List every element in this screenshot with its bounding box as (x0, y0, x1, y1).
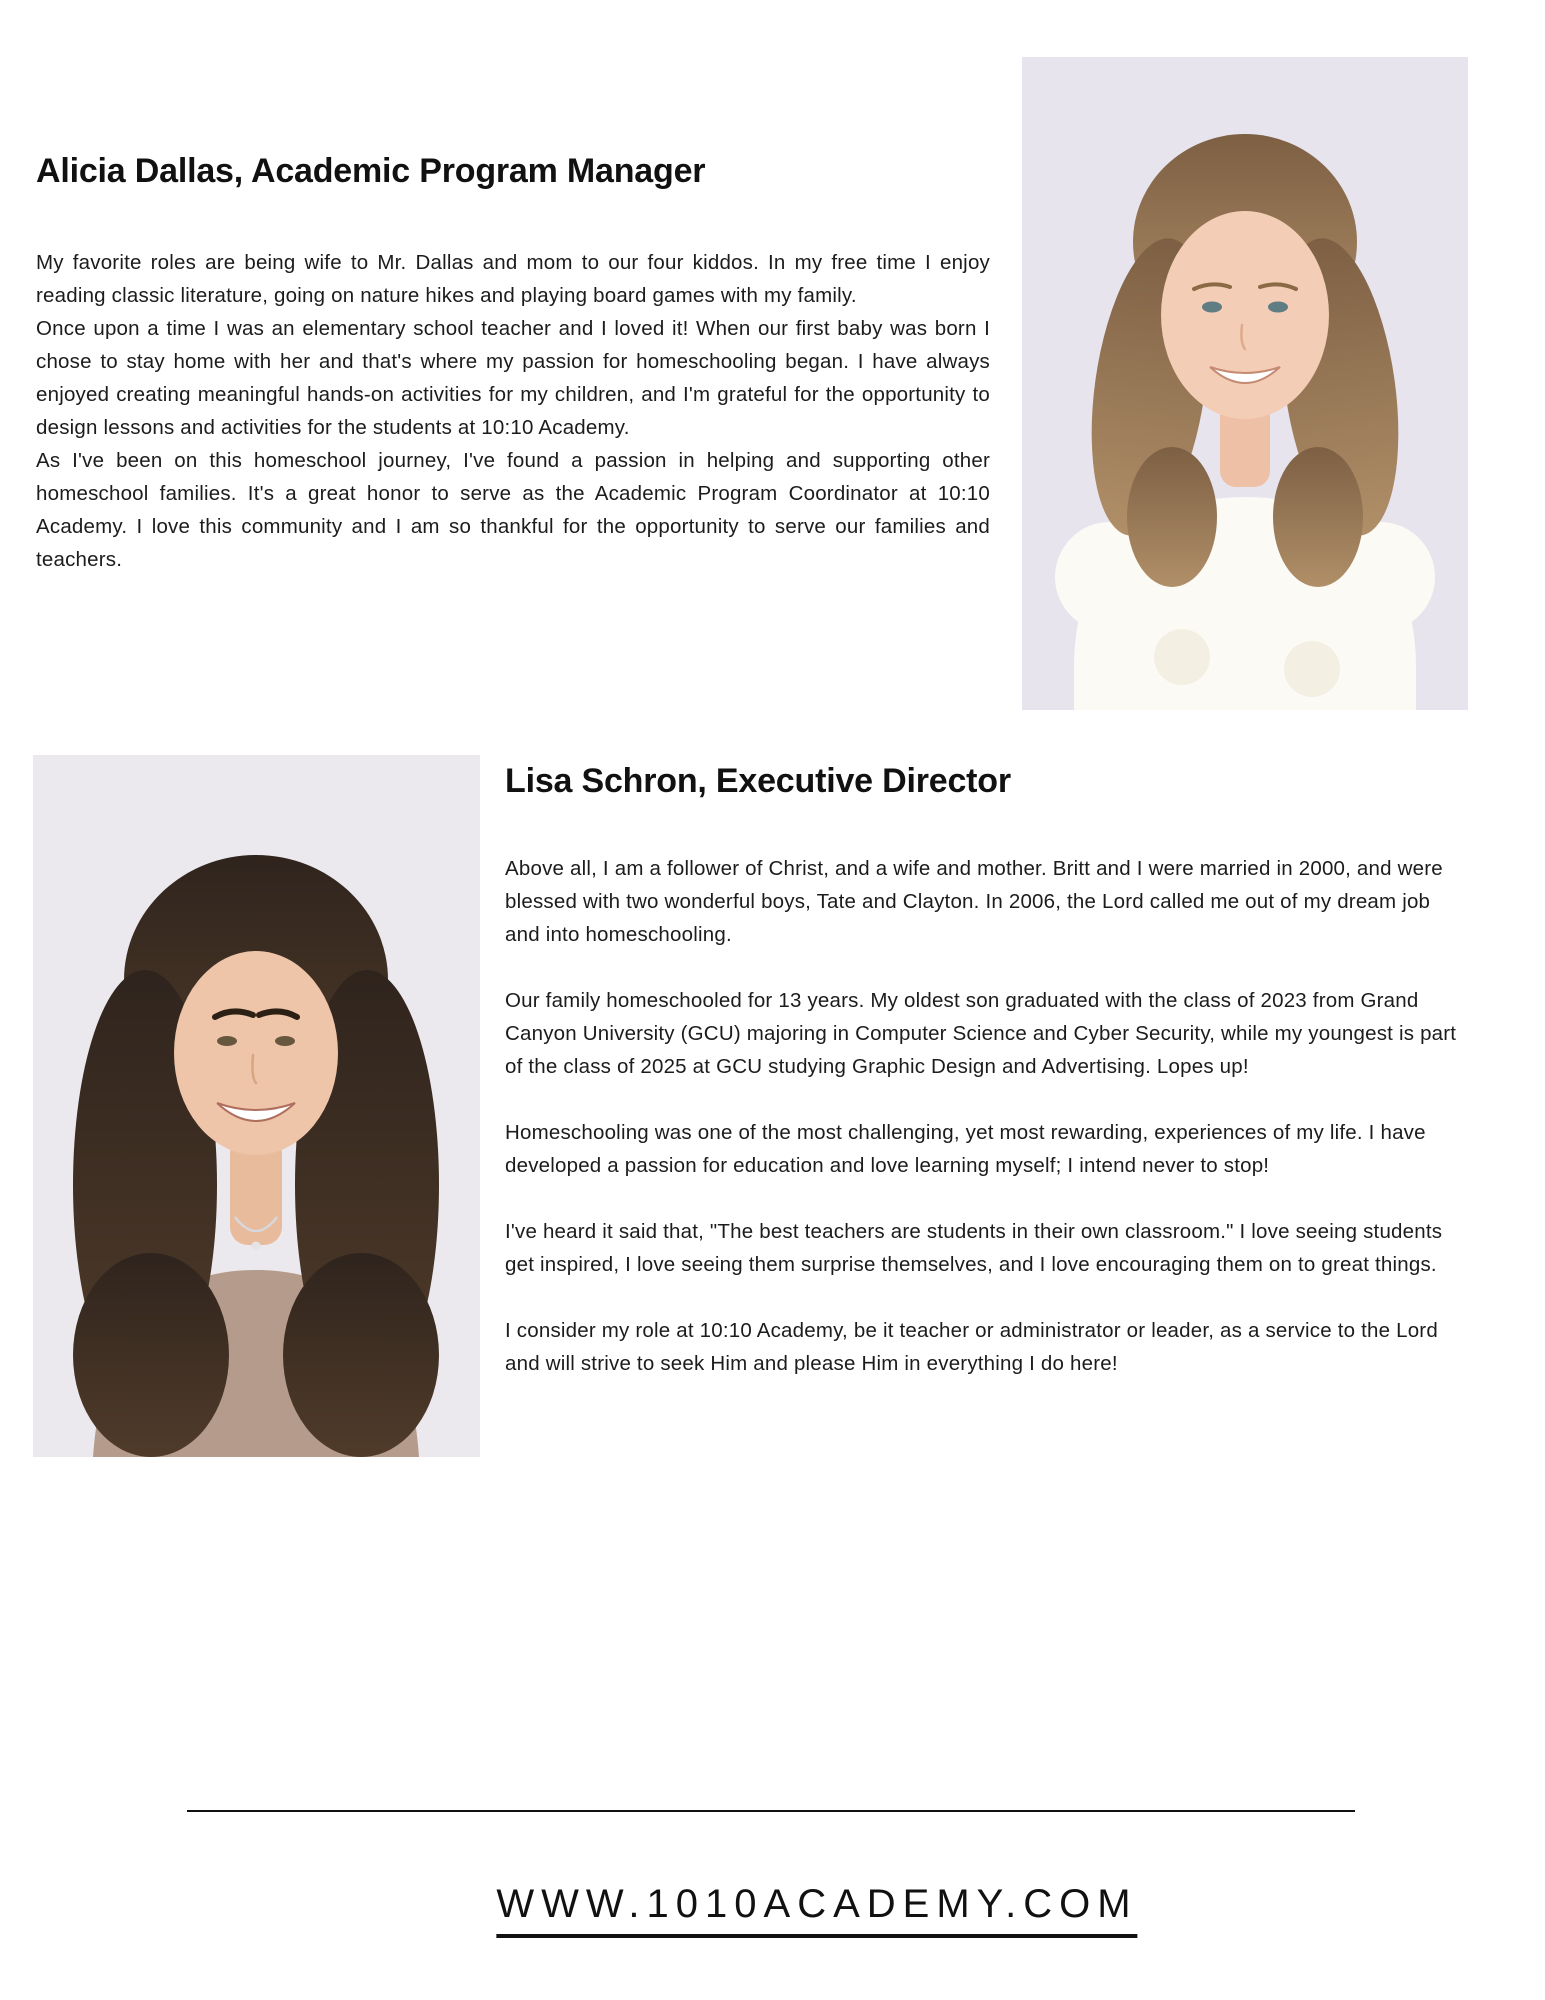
alicia-bio-paragraph-3: As I've been on this homeschool journey, I've found a passion in helping and supporting other homeschool families. It's a great honor to serve as the Academic Program Coordinator at 10:10 Academy. I love this community and I am so thankful for the opportunity to serve our families and teachers. (36, 449, 990, 571)
website-link[interactable]: WWW.1010ACADEMY.COM (496, 1882, 1137, 1938)
lisa-bio-paragraph-2: Our family homeschooled for 13 years. My oldest son graduated with the class of 2023 from Grand Canyon University (GCU) majoring in Computer Science and Cyber Security, while my youngest is part of the class of 2025 at GCU studying Graphic Design and Advertising. Lopes up! (505, 989, 1457, 1078)
alicia-bio-paragraph-1: My favorite roles are being wife to Mr. Dallas and mom to our four kiddos. In my free time I enjoy reading classic literature, going on nature hikes and playing board games with my family. (36, 251, 990, 307)
lisa-bio-paragraph-3: Homeschooling was one of the most challenging, yet most rewarding, experiences of my life. I have developed a passion for education and love learning myself; I intend never to stop! (505, 1121, 1426, 1177)
alicia-heading: Alicia Dallas, Academic Program Manager (36, 152, 706, 190)
alicia-bio (36, 246, 990, 576)
lisa-bio-paragraph-4: I've heard it said that, "The best teachers are students in their own classroom." I love seeing students get inspired, I love seeing them surprise themselves, and I love encouraging them on to great things. (505, 1220, 1443, 1276)
lisa-bio-paragraph-5: I consider my role at 10:10 Academy, be it teacher or administrator or leader, as a service to the Lord and will strive to seek Him and please Him in everything I do here! (505, 1319, 1438, 1375)
alicia-bio-paragraph-2: Once upon a time I was an elementary school teacher and I loved it! When our first baby was born I chose to stay home with her and that's where my passion for homeschooling began. I have always enjoyed creating meaningful hands-on activities for my children, and I'm grateful for the opportunity to design lessons and activities for the students at 10:10 Academy. (36, 317, 990, 439)
lisa-heading: Lisa Schron, Executive Director (505, 762, 1011, 800)
footer-divider-line (187, 1810, 1355, 1812)
lisa-portrait-photo (33, 755, 480, 1457)
alicia-portrait-photo (1022, 57, 1468, 710)
lisa-bio (505, 852, 1457, 1413)
lisa-bio-paragraph-1: Above all, I am a follower of Christ, and a wife and mother. Britt and I were married in 2000, and were blessed with two wonderful boys, Tate and Clayton. In 2006, the Lord called me out of my dream job and into homeschooling. (505, 857, 1443, 946)
